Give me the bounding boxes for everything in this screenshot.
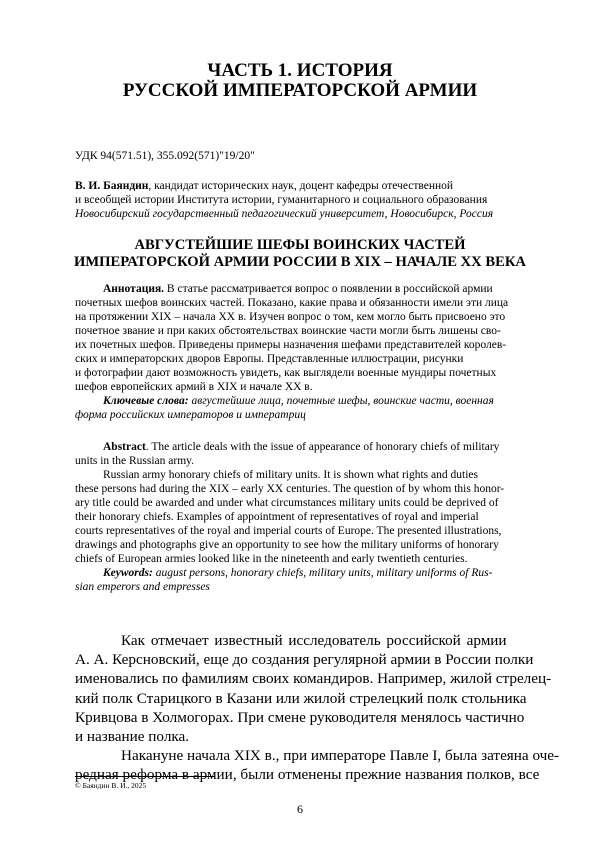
annotation-line: Аннотация. В статье рассматривается вопрос о появлении в российской армии: [103, 283, 493, 295]
keywords-en-label: Keywords:: [103, 567, 153, 579]
author-degree: , кандидат исторических наук, доцент кафедры отечественной: [148, 180, 454, 192]
body-line: кий полк Старицкого в Казани или жилой стрелецкий полк стольника: [75, 689, 527, 707]
part-title-line-2: РУССКОЙ ИМПЕРАТОРСКОЙ АРМИИ: [122, 80, 478, 101]
keywords-en-line-1: Keywords: august persons, honorary chiefs, military units, military uniforms of Rus-: [103, 567, 493, 579]
page-number: 6: [297, 802, 303, 816]
body-text: [75, 631, 560, 785]
abstract-line: Abstract. The article deals with the issue of appearance of honorary chiefs of military: [103, 441, 500, 453]
abstract-label: Abstract: [103, 441, 146, 453]
part-title: [0, 61, 600, 101]
annotation-line: ских и императорских дворов Европы. Представленные иллюстрации, рисунки: [75, 353, 464, 365]
body-line: А. А. Керсновский, еще до создания регулярной армии в России полки: [75, 651, 534, 669]
author-name: В. И. Баяндин: [75, 180, 149, 192]
abstract-line: these persons had during the XIX – early XX centuries. The question of by whom this honor-: [75, 483, 505, 495]
abstract-line: their honorary chiefs. Examples of appointment of representatives of royal and imperial: [75, 511, 479, 523]
abstract-line: Russian army honorary chiefs of military units. It is shown what rights and duties: [103, 469, 478, 481]
copyright-footnote: © Баяндин В. И., 2025: [75, 781, 147, 790]
body-line: Кривцова в Холмогорах. При смене руководителя менялось частично: [75, 708, 525, 726]
keywords-ru-line-1: Ключевые слова: августейшие лица, почетные шефы, воинские части, военная: [103, 395, 494, 407]
article-title: [0, 237, 600, 271]
annotation-label: Аннотация.: [103, 283, 165, 295]
body-line: Как отмечает известный исследователь российской армии: [121, 632, 507, 649]
author-block: [75, 179, 535, 221]
author-affiliation: Новосибирский государственный педагогический университет, Новосибирск, Россия: [75, 208, 494, 220]
annotation-line: их почетных шефов. Приведены примеры назначения шефами представителей королев-: [75, 339, 507, 351]
article-title-line-2: ИМПЕРАТОРСКОЙ АРМИИ РОССИИ В XIX – НАЧАЛЕ XX ВЕКА: [74, 254, 526, 270]
annotation-line: на протяжении XIX – начала XX в. Изучен вопрос о том, кем могло быть присвоено это: [75, 311, 506, 323]
keywords-en-line-2: sian emperors and empresses: [75, 581, 210, 593]
body-line: Накануне начала XIX в., при императоре Павле I, была затеяна оче-: [121, 747, 560, 765]
abstract-line: drawings and photographs give an opportunity to see how the military uniforms of honorary: [75, 539, 499, 551]
annotation-line: почетных шефов воинских частей. Показано, какие права и обязанности имели эти лица: [75, 297, 509, 309]
abstract-line: units in the Russian army.: [75, 455, 195, 467]
annotation-line: и фотографии дают возможность увидеть, как выглядели военные мундиры почетных: [75, 367, 497, 379]
keywords-ru-label: Ключевые слова:: [103, 395, 189, 407]
body-line: и название полка.: [75, 728, 190, 746]
annotation-line: почетное звание и при каких обстоятельствах воинские части могли быть лишены сво-: [75, 325, 501, 337]
keywords-ru-line-2: форма российских императоров и императриц: [75, 409, 306, 421]
part-title-line-1: ЧАСТЬ 1. ИСТОРИЯ: [207, 60, 393, 81]
body-line: именовались по фамилиям своих командиров. Например, жилой стрелец-: [75, 670, 552, 688]
abstract-line: courts representatives of the royal and imperial courts of Europe. The presented illustrations,: [75, 525, 502, 537]
udk-code: УДК 94(571.51), 355.092(571)"19/20": [75, 150, 255, 162]
article-title-line-1: АВГУСТЕЙШИЕ ШЕФЫ ВОИНСКИХ ЧАСТЕЙ: [134, 237, 466, 253]
author-line-1: [75, 179, 535, 193]
annotation-block: [75, 282, 526, 422]
abstract-block: [75, 440, 526, 594]
annotation-line: шефов европейских армий в XIX и начале XX в.: [75, 381, 313, 393]
abstract-line: ary title could be awarded and under what circumstances military units could be deprived of: [75, 497, 499, 509]
body-line: редная реформа в армии, были отменены прежние названия полков, все: [75, 766, 540, 784]
author-line-2: и всеобщей истории Института истории, гуманитарного и социального образования: [75, 194, 488, 206]
abstract-line: chiefs of European armies looked like in the nineteenth and early twentieth centuries.: [75, 553, 468, 565]
footnote-divider: [75, 776, 215, 777]
